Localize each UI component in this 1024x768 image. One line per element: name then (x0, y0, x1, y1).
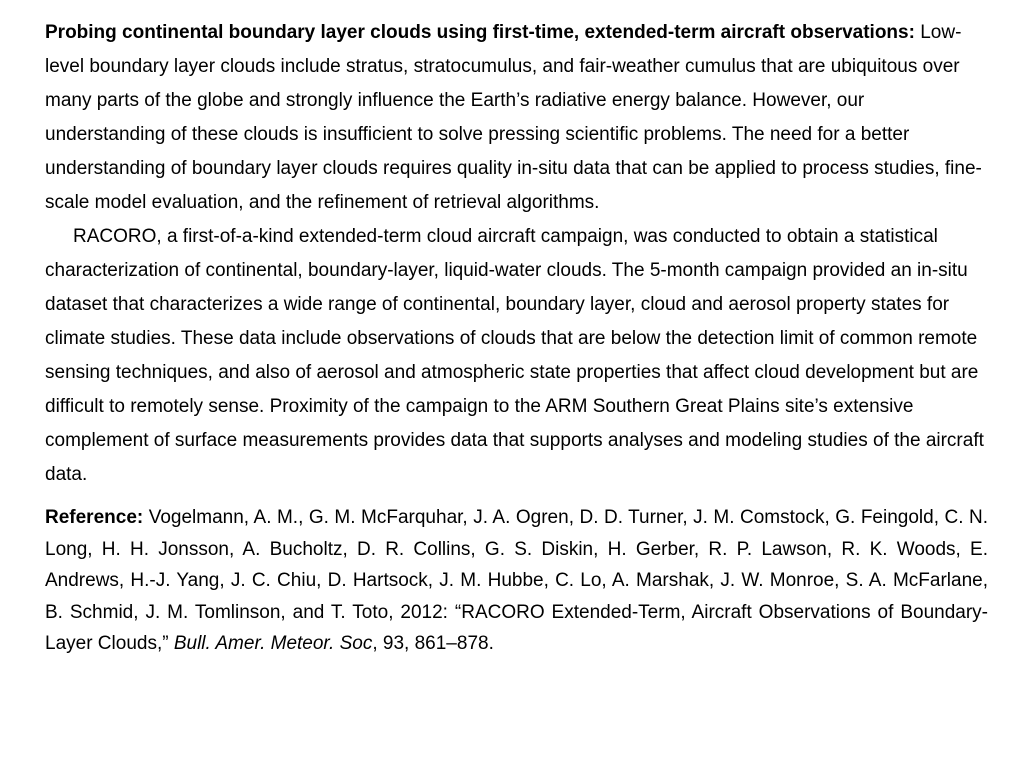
summary-heading: Probing continental boundary layer clouds using first-time, extended-term aircraft observations: (45, 22, 915, 43)
summary-paragraph-1 (45, 16, 988, 220)
reference-label: Reference: (45, 507, 144, 528)
reference-journal: Bull. Amer. Meteor. Soc (173, 633, 373, 654)
summary-paragraph-1-text: Low-level boundary layer clouds include stratus, stratocumulus, and fair-weather cumulus that are ubiquitous over many parts of the globe and strongly influence the Earth’s radiative energy balance. However, our understanding of these clouds is insufficient to solve pressing scientific problems. The need for a better understanding of boundary layer clouds requires quality in-situ data that can be applied to process studies, fine-scale model evaluation, and the refinement of retrieval algorithms. (45, 22, 982, 213)
summary-paragraph-2: RACORO, a first-of-a-kind extended-term cloud aircraft campaign, was conducted to obtain a statistical characterization of continental, boundary-layer, liquid-water clouds. The 5-month campaign provided an in-situ dataset that characterizes a wide range of continental, boundary layer, cloud and aerosol property states for climate studies. These data include observations of clouds that are below the detection limit of common remote sensing techniques, and also of aerosol and atmospheric state properties that affect cloud development but are difficult to remotely sense. Proximity of the campaign to the ARM Southern Great Plains site’s extensive complement of surface measurements provides data that supports analyses and modeling studies of the aircraft data. (45, 226, 984, 485)
summary-section (45, 16, 988, 492)
reference-section (45, 502, 988, 660)
reference-authors: Vogelmann, A. M., G. M. McFarquhar, J. A. Ogren, D. D. Turner, J. M. Comstock, G. Feingold, C. N. Long, H. H. Jonsson, A. Bucholtz, D. R. Collins, G. S. Diskin, H. Gerber, R. P. Lawson, R. K. Woods, E. Andrews, H.-J. Yang, J. C. Chiu, D. Hartsock, J. M. Hubbe, C. Lo, A. Marshak, J. W. Monroe, S. A. McFarlane, B. Schmid, J. M. Tomlinson, and T. Toto, 2012: “RACORO Extended-Term, Aircraft Observations of Boundary-Layer Clouds,” (45, 507, 988, 654)
reference-volume-pages: , 93, 861–878. (372, 633, 494, 654)
